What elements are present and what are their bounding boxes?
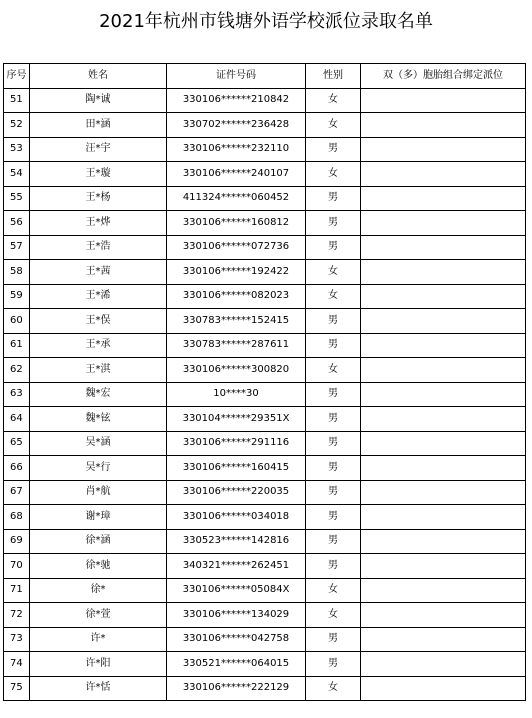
table-row: [4, 407, 526, 432]
cell-twin-binding: [361, 186, 526, 211]
cell-name: 徐*萱: [30, 603, 167, 628]
cell-id-number: 411324******060452: [167, 186, 306, 211]
cell-name: 徐*涵: [30, 529, 167, 554]
cell-serial: 54: [4, 162, 30, 187]
cell-serial: 65: [4, 431, 30, 456]
cell-gender: 男: [306, 480, 361, 505]
table-row: [4, 284, 526, 309]
cell-twin-binding: [361, 407, 526, 432]
cell-serial: 68: [4, 505, 30, 530]
cell-id-number: 330783******152415: [167, 309, 306, 334]
cell-name: 王*浠: [30, 284, 167, 309]
cell-gender: 男: [306, 505, 361, 530]
page-title: 2021年杭州市钱塘外语学校派位录取名单: [99, 11, 433, 32]
cell-twin-binding: [361, 554, 526, 579]
cell-name: 陶*诚: [30, 88, 167, 113]
cell-id-number: 330702******236428: [167, 113, 306, 138]
table-row: [4, 456, 526, 481]
cell-twin-binding: [361, 358, 526, 383]
cell-name: 许*: [30, 627, 167, 652]
cell-serial: 71: [4, 578, 30, 603]
cell-twin-binding: [361, 382, 526, 407]
table-row: [4, 186, 526, 211]
table-row: [4, 676, 526, 701]
table-row: [4, 431, 526, 456]
cell-gender: 男: [306, 529, 361, 554]
cell-gender: 女: [306, 162, 361, 187]
cell-name: 王*承: [30, 333, 167, 358]
cell-id-number: 330106******192422: [167, 260, 306, 285]
table-header-row: [4, 64, 526, 89]
cell-name: 王*烨: [30, 211, 167, 236]
cell-serial: 67: [4, 480, 30, 505]
cell-serial: 57: [4, 235, 30, 260]
table-row: [4, 333, 526, 358]
cell-twin-binding: [361, 211, 526, 236]
cell-twin-binding: [361, 578, 526, 603]
cell-name: 王*茜: [30, 260, 167, 285]
cell-id-number: 330106******240107: [167, 162, 306, 187]
cell-name: 许*阳: [30, 652, 167, 677]
table-row: [4, 88, 526, 113]
cell-name: 吴*行: [30, 456, 167, 481]
cell-id-number: 330106******291116: [167, 431, 306, 456]
cell-serial: 56: [4, 211, 30, 236]
cell-twin-binding: [361, 137, 526, 162]
header-twin-binding: 双（多）胞胎组合绑定派位: [361, 64, 526, 89]
cell-twin-binding: [361, 456, 526, 481]
cell-twin-binding: [361, 652, 526, 677]
cell-serial: 75: [4, 676, 30, 701]
cell-serial: 66: [4, 456, 30, 481]
cell-name: 肖*航: [30, 480, 167, 505]
admission-table: [3, 63, 526, 701]
table-row: [4, 137, 526, 162]
cell-gender: 男: [306, 211, 361, 236]
cell-serial: 55: [4, 186, 30, 211]
cell-id-number: 330106******082023: [167, 284, 306, 309]
table-row: [4, 480, 526, 505]
cell-gender: 女: [306, 113, 361, 138]
cell-id-number: 330104******29351X: [167, 407, 306, 432]
cell-id-number: 340321******262451: [167, 554, 306, 579]
table-body: [4, 88, 526, 701]
cell-name: 谢*璋: [30, 505, 167, 530]
cell-name: 徐*: [30, 578, 167, 603]
cell-name: 魏*铉: [30, 407, 167, 432]
cell-id-number: 330106******05084X: [167, 578, 306, 603]
cell-id-number: 330106******042758: [167, 627, 306, 652]
table-row: [4, 235, 526, 260]
cell-twin-binding: [361, 627, 526, 652]
cell-id-number: 330106******034018: [167, 505, 306, 530]
cell-gender: 男: [306, 431, 361, 456]
cell-gender: 男: [306, 456, 361, 481]
table-row: [4, 309, 526, 334]
table-row: [4, 529, 526, 554]
cell-gender: 男: [306, 382, 361, 407]
cell-gender: 女: [306, 260, 361, 285]
cell-serial: 72: [4, 603, 30, 628]
cell-gender: 女: [306, 284, 361, 309]
cell-id-number: 330523******142816: [167, 529, 306, 554]
cell-name: 许*恬: [30, 676, 167, 701]
cell-gender: 男: [306, 235, 361, 260]
cell-id-number: 330106******210842: [167, 88, 306, 113]
cell-twin-binding: [361, 284, 526, 309]
cell-serial: 62: [4, 358, 30, 383]
header-gender: 性别: [306, 64, 361, 89]
cell-id-number: 330106******232110: [167, 137, 306, 162]
cell-name: 徐*驰: [30, 554, 167, 579]
cell-twin-binding: [361, 505, 526, 530]
cell-twin-binding: [361, 676, 526, 701]
cell-twin-binding: [361, 235, 526, 260]
cell-id-number: 330106******220035: [167, 480, 306, 505]
cell-id-number: 330106******134029: [167, 603, 306, 628]
table-row: [4, 113, 526, 138]
cell-id-number: 330106******072736: [167, 235, 306, 260]
table-row: [4, 505, 526, 530]
cell-twin-binding: [361, 431, 526, 456]
header-id-number: 证件号码: [167, 64, 306, 89]
cell-gender: 女: [306, 88, 361, 113]
cell-twin-binding: [361, 333, 526, 358]
cell-gender: 男: [306, 627, 361, 652]
cell-gender: 男: [306, 407, 361, 432]
cell-id-number: 330106******160812: [167, 211, 306, 236]
cell-serial: 51: [4, 88, 30, 113]
cell-name: 王*杨: [30, 186, 167, 211]
cell-serial: 53: [4, 137, 30, 162]
cell-serial: 69: [4, 529, 30, 554]
header-name: 姓名: [30, 64, 167, 89]
cell-name: 王*淇: [30, 358, 167, 383]
cell-gender: 女: [306, 603, 361, 628]
cell-twin-binding: [361, 309, 526, 334]
cell-id-number: 330106******300820: [167, 358, 306, 383]
cell-twin-binding: [361, 480, 526, 505]
cell-gender: 男: [306, 309, 361, 334]
cell-gender: 男: [306, 186, 361, 211]
cell-serial: 74: [4, 652, 30, 677]
cell-serial: 60: [4, 309, 30, 334]
table-row: [4, 652, 526, 677]
cell-serial: 73: [4, 627, 30, 652]
cell-twin-binding: [361, 603, 526, 628]
cell-twin-binding: [361, 88, 526, 113]
cell-id-number: 330783******287611: [167, 333, 306, 358]
cell-id-number: 330106******160415: [167, 456, 306, 481]
table-row: [4, 358, 526, 383]
table-row: [4, 211, 526, 236]
table-row: [4, 603, 526, 628]
cell-twin-binding: [361, 260, 526, 285]
cell-gender: 女: [306, 358, 361, 383]
cell-twin-binding: [361, 113, 526, 138]
cell-serial: 63: [4, 382, 30, 407]
table-row: [4, 578, 526, 603]
cell-serial: 64: [4, 407, 30, 432]
cell-serial: 70: [4, 554, 30, 579]
table-row: [4, 162, 526, 187]
header-serial: 序号: [4, 64, 30, 89]
cell-serial: 58: [4, 260, 30, 285]
cell-serial: 61: [4, 333, 30, 358]
table-row: [4, 382, 526, 407]
cell-serial: 59: [4, 284, 30, 309]
cell-id-number: 10****30: [167, 382, 306, 407]
cell-gender: 男: [306, 333, 361, 358]
cell-gender: 男: [306, 652, 361, 677]
cell-gender: 女: [306, 578, 361, 603]
cell-name: 田*涵: [30, 113, 167, 138]
cell-gender: 男: [306, 137, 361, 162]
cell-twin-binding: [361, 162, 526, 187]
cell-id-number: 330521******064015: [167, 652, 306, 677]
cell-name: 王*浩: [30, 235, 167, 260]
cell-gender: 男: [306, 554, 361, 579]
cell-name: 王*俣: [30, 309, 167, 334]
cell-name: 王*璇: [30, 162, 167, 187]
table-row: [4, 627, 526, 652]
cell-gender: 女: [306, 676, 361, 701]
cell-name: 吴*涵: [30, 431, 167, 456]
cell-serial: 52: [4, 113, 30, 138]
cell-twin-binding: [361, 529, 526, 554]
table-row: [4, 260, 526, 285]
cell-name: 汪*宇: [30, 137, 167, 162]
cell-id-number: 330106******222129: [167, 676, 306, 701]
cell-name: 魏*宏: [30, 382, 167, 407]
table-row: [4, 554, 526, 579]
